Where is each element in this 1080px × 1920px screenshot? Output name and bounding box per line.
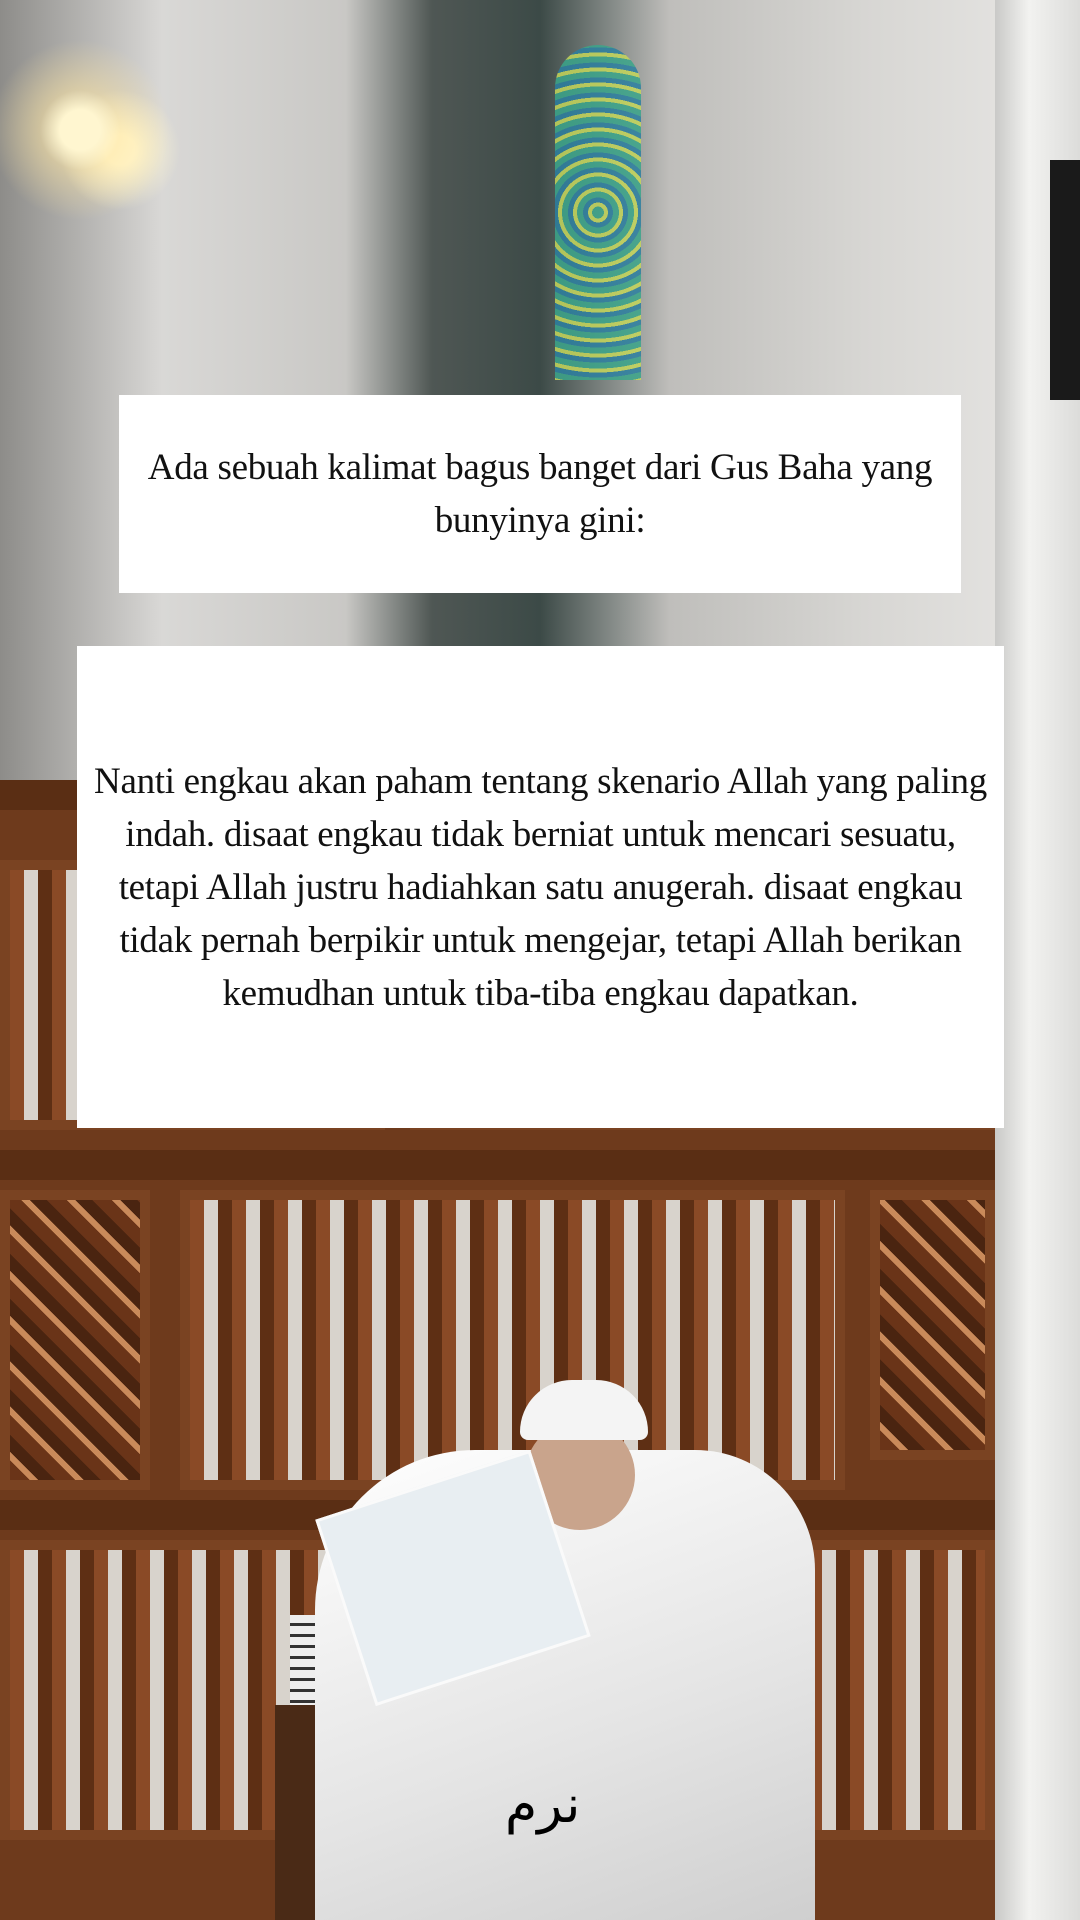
balustrade-panel [180,1190,845,1490]
lattice-panel [870,1190,995,1460]
chandelier [0,0,180,260]
wood-beam [0,1150,995,1180]
intro-caption [119,395,961,593]
stained-glass-window [555,45,641,380]
quote-text: Nanti engkau akan paham tentang skenario Allah yang paling indah. disaat engkau tidak berniat untuk mencari sesuatu, tetapi Allah justru hadiahkan satu anugerah. disaat engkau tidak pernah berpikir untuk mengejar, tetapi Allah berikan kemudhan untuk tiba-tiba engkau dapatkan. [94,760,987,1014]
pillar-shadow [1050,160,1080,400]
lattice-panel [0,1190,150,1490]
intro-text: Ada sebuah kalimat bagus banget dari Gus Baha yang bunyinya gini: [147,447,933,541]
quote-caption [77,646,1004,1128]
arabic-signature: نرم [505,1775,581,1835]
